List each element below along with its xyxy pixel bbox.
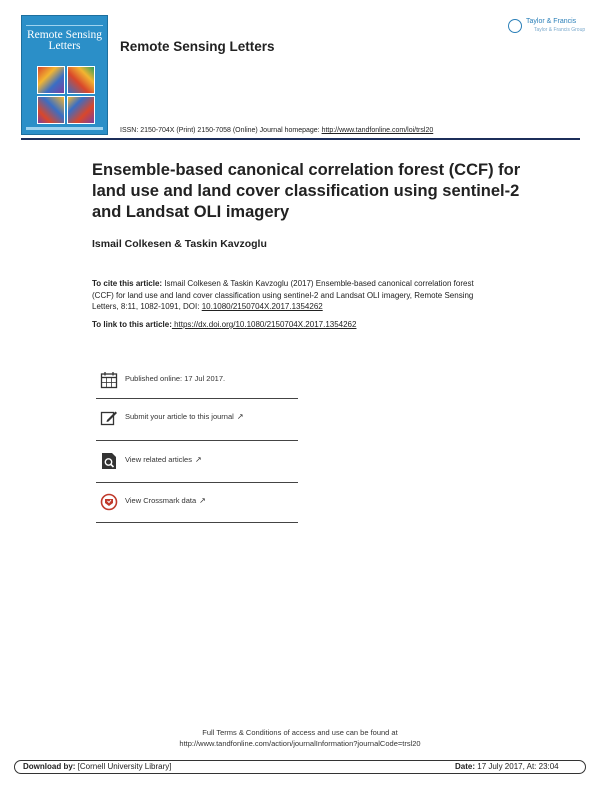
cover-title-line1: Remote Sensing xyxy=(26,29,103,41)
external-link-icon: ↗ xyxy=(236,412,244,421)
article-doi-link[interactable]: https://dx.doi.org/10.1080/2150704X.2017.1354262 xyxy=(171,320,357,329)
link-label: To link to this article: xyxy=(92,320,172,329)
journal-cover-image xyxy=(21,15,108,135)
info-row-related[interactable] xyxy=(96,448,298,484)
edit-icon xyxy=(100,409,118,427)
citation-doi-link[interactable]: 10.1080/2150704X.2017.1354262 xyxy=(201,302,323,311)
submit-article-text: Submit your article to this journal xyxy=(125,412,234,421)
external-link-icon: ↗ xyxy=(194,455,202,464)
related-articles-icon xyxy=(100,452,118,470)
related-articles-link[interactable] xyxy=(125,455,202,464)
citation-block xyxy=(92,278,492,313)
cover-top-rule xyxy=(26,19,103,26)
external-link-icon: ↗ xyxy=(199,496,206,505)
header-divider xyxy=(21,138,580,140)
download-date xyxy=(455,762,559,771)
downloaded-by-label: Download by: xyxy=(23,762,76,771)
cover-bottom-band xyxy=(26,127,103,130)
terms-footer xyxy=(0,727,600,749)
info-divider xyxy=(96,482,298,483)
terms-url[interactable]: http://www.tandfonline.com/action/journalInformation?journalCode=trsl20 xyxy=(179,739,421,748)
crossmark-text: View Crossmark data xyxy=(125,496,197,505)
journal-name: Remote Sensing Letters xyxy=(120,39,275,54)
citation-label: To cite this article: xyxy=(92,279,163,288)
publisher-subtitle: Taylor & Francis Group xyxy=(534,27,586,33)
taylor-francis-logo-icon xyxy=(508,19,522,33)
terms-line: Full Terms & Conditions of access and use can be found at xyxy=(202,728,398,737)
crossmark-icon xyxy=(100,493,118,511)
issn-line xyxy=(120,127,433,134)
info-divider xyxy=(96,398,298,399)
publisher-logo xyxy=(508,14,586,40)
published-online-text: Published online: 17 Jul 2017. xyxy=(125,374,226,383)
info-divider xyxy=(96,522,298,523)
submit-article-link[interactable] xyxy=(125,412,244,421)
publisher-name: Taylor & Francis xyxy=(526,18,577,25)
journal-homepage-link[interactable]: http://www.tandfonline.com/loi/trsl20 xyxy=(321,127,434,134)
cover-title xyxy=(22,30,107,52)
downloaded-by-value: [Cornell University Library] xyxy=(75,762,172,771)
downloaded-by xyxy=(23,762,171,771)
info-divider xyxy=(96,440,298,441)
cover-title-line2: Letters xyxy=(48,40,81,52)
article-authors: Ismail Colkesen & Taskin Kavzoglu xyxy=(92,238,267,250)
crossmark-link[interactable] xyxy=(125,496,206,505)
info-row-crossmark[interactable] xyxy=(96,489,298,525)
download-info-bar xyxy=(14,760,586,774)
info-row-submit[interactable] xyxy=(96,405,298,441)
calendar-icon xyxy=(100,371,118,389)
citation-text: Ismail Colkesen & Taskin Kavzoglu (2017) Ensemble-based canonical correlation forest (CCF) for land use and land cover classification using sentinel-2 and Landsat OLI imagery, Remote Sensing Letters, 8:11, 1082-1091, DOI: xyxy=(92,279,474,311)
issn-text: ISSN: 2150-704X (Print) 2150-7058 (Online) Journal homepage: xyxy=(120,127,322,134)
article-title: Ensemble-based canonical correlation forest (CCF) for land use and land cover classification using sentinel-2 and Landsat OLI imagery xyxy=(92,161,521,221)
cover-artwork xyxy=(37,66,95,124)
article-link-line xyxy=(92,320,356,329)
related-articles-text: View related articles xyxy=(125,455,192,464)
download-date-value: 17 July 2017, At: 23:04 xyxy=(475,762,559,771)
download-date-label: Date: xyxy=(455,762,476,771)
